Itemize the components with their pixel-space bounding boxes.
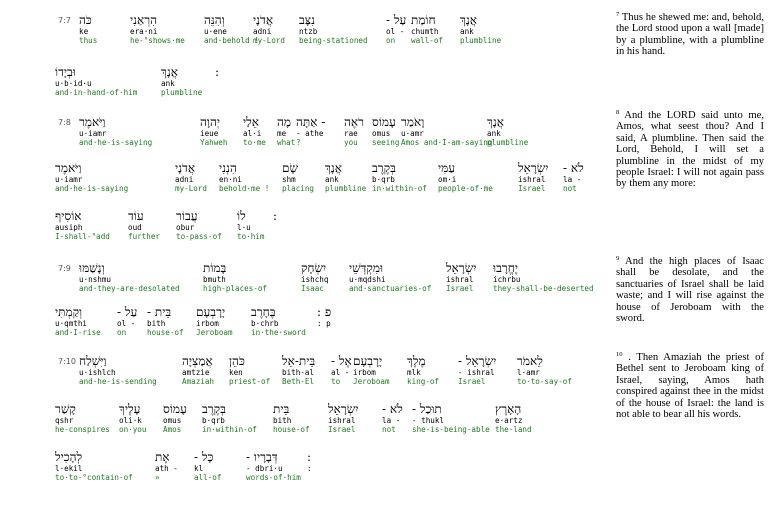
gloss: to·him xyxy=(237,232,265,241)
hebrew-word: : xyxy=(215,65,220,79)
verse-text: . Then Amaziah the priest of Bethel sent to Jeroboam king of Israel, saying, Amos hath conspired against thee in the midst of the house of Israel: the land is not able to bear all his words. xyxy=(616,352,764,421)
hebrew-word: דְּבָרָיו - xyxy=(246,450,278,464)
word-unit xyxy=(119,403,146,434)
gloss: and-in-hand-of·him xyxy=(55,88,138,97)
gloss: » xyxy=(155,473,160,482)
word-unit xyxy=(203,262,267,293)
transliteration: ken xyxy=(229,368,243,377)
hebrew-word: בָּמוֹת xyxy=(203,261,227,275)
gloss: words-of·him xyxy=(246,473,301,482)
transliteration: ishchq xyxy=(301,275,329,284)
gloss: placing xyxy=(282,184,315,193)
gloss: Amaziah xyxy=(182,377,215,386)
transliteration: - ishral xyxy=(458,368,495,377)
gloss: and·behold ! xyxy=(204,36,259,45)
transliteration: mlk xyxy=(407,368,421,377)
transliteration: shm xyxy=(282,175,296,184)
word-unit xyxy=(438,162,493,193)
transliteration: b·qrb xyxy=(202,416,225,425)
transliteration: ausiph xyxy=(55,223,83,232)
gloss: the·land xyxy=(495,425,532,434)
verse-number: 7:8 xyxy=(58,118,71,127)
word-unit xyxy=(401,116,492,147)
transliteration: en·ni xyxy=(219,175,242,184)
word-unit xyxy=(229,355,270,386)
transliteration: u·b·id·u xyxy=(55,79,92,88)
word-unit xyxy=(243,116,266,147)
transliteration: - athe xyxy=(296,129,324,138)
hebrew-word: לֹא - xyxy=(382,402,403,416)
hebrew-word: עוֹד xyxy=(128,209,144,223)
hebrew-word: אֲנָךְ xyxy=(325,161,342,175)
hebrew-word: אֶת xyxy=(155,450,170,464)
gloss: Beth-El xyxy=(282,377,315,386)
hebrew-word: וַיִּשְׁלַח xyxy=(79,354,107,368)
gloss: he-conspires xyxy=(55,425,110,434)
gloss: Jeroboam xyxy=(353,377,390,386)
hebrew-word: עֲבוֹר xyxy=(176,209,198,223)
transliteration: u·ishlch xyxy=(79,368,116,377)
hebrew-word: אֲנָךְ xyxy=(460,13,477,27)
gloss: all-of xyxy=(194,473,222,482)
word-unit xyxy=(372,162,427,193)
gloss: Amos and·I-am-saying xyxy=(401,138,493,147)
gloss: to-pass-of xyxy=(176,232,222,241)
word-unit xyxy=(176,210,222,241)
transliteration: b·qrb xyxy=(372,175,395,184)
hebrew-word: יִשְׂרָאֵל xyxy=(518,161,549,175)
gloss: Israel xyxy=(458,377,486,386)
hebrew-word: בְּקֶרֶב xyxy=(372,161,396,175)
verse-number: 7:7 xyxy=(58,16,71,25)
hebrew-word: לֹא - xyxy=(563,161,584,175)
gloss: house-of xyxy=(147,328,184,337)
hebrew-word: בֵּית - xyxy=(147,305,172,319)
word-unit xyxy=(407,355,439,386)
gloss: seeing xyxy=(372,138,400,147)
word-unit xyxy=(55,66,137,97)
verse-text: Thus he shewed me: and, behold, the Lord stood upon a wall [made] by a plumbline, with a plumbline in his hand. xyxy=(616,12,764,58)
gloss: Yahweh xyxy=(200,138,228,147)
gloss: they-shall-be-deserted xyxy=(493,284,594,293)
gloss: and·he-is-saying xyxy=(55,184,129,193)
word-unit xyxy=(196,306,233,337)
hebrew-word: עַל - xyxy=(386,13,407,27)
gloss: and·he-is-sending xyxy=(79,377,157,386)
hebrew-word: הִנְנִי xyxy=(219,161,237,175)
hebrew-word: עַמִּי xyxy=(438,161,456,175)
word-unit xyxy=(344,116,364,147)
hebrew-word: אֲנָךְ xyxy=(161,65,178,79)
word-unit xyxy=(411,14,443,45)
gloss: Israel xyxy=(518,184,546,193)
gloss: being-stationed xyxy=(299,36,368,45)
transliteration: adni xyxy=(253,27,272,36)
transliteration: ishral xyxy=(446,275,474,284)
transliteration: chumth xyxy=(411,27,439,36)
word-unit xyxy=(55,162,128,193)
gloss: my-Lord xyxy=(253,36,286,45)
hebrew-word: יֶחֱרָבוּ xyxy=(493,261,518,275)
hebrew-word: בְּקֶרֶב xyxy=(202,402,226,416)
transliteration: ath - xyxy=(155,464,178,473)
gloss: plumbline xyxy=(460,36,502,45)
gloss: people-of·me xyxy=(438,184,493,193)
transliteration: era·ni xyxy=(130,27,158,36)
hebrew-word: וַיֹּאמֶר xyxy=(55,161,82,175)
hebrew-word: עַל - xyxy=(117,305,138,319)
english-verse xyxy=(616,352,764,420)
word-unit xyxy=(79,14,97,45)
word-unit xyxy=(325,162,366,193)
transliteration: : xyxy=(307,464,312,473)
gloss: and·I-rise xyxy=(55,328,101,337)
transliteration: e·artz xyxy=(495,416,523,425)
transliteration: oli·k xyxy=(119,416,142,425)
transliteration: amtzie xyxy=(182,368,210,377)
gloss: to·to-°contain-of xyxy=(55,473,133,482)
hebrew-word: יָרָבְעָם xyxy=(353,354,383,368)
gloss: on xyxy=(386,36,396,45)
word-unit xyxy=(301,262,328,293)
hebrew-word: הָאָרֶץ xyxy=(495,402,522,416)
gloss: king-of xyxy=(407,377,440,386)
transliteration: om·i xyxy=(438,175,457,184)
gloss: ? xyxy=(296,138,301,147)
gloss: Israel xyxy=(328,425,356,434)
gloss: plumbline xyxy=(487,138,529,147)
transliteration: - dbri·u xyxy=(246,464,283,473)
transliteration: bmuth xyxy=(203,275,226,284)
hebrew-word: מָה xyxy=(277,115,292,129)
hebrew-word: : xyxy=(273,209,278,223)
word-unit xyxy=(349,262,431,293)
word-unit xyxy=(79,355,157,386)
transliteration: ank xyxy=(460,27,474,36)
transliteration: ank xyxy=(487,129,501,138)
word-unit xyxy=(382,403,403,434)
hebrew-word: בֶּחָרֶב xyxy=(251,305,276,319)
word-unit xyxy=(155,451,178,482)
word-unit xyxy=(328,403,358,434)
gloss: further xyxy=(128,232,161,241)
word-unit xyxy=(55,306,101,337)
word-unit xyxy=(200,116,227,147)
word-unit xyxy=(458,355,496,386)
transliteration: u·qmthi xyxy=(55,319,88,328)
hebrew-word: - אַתָּה xyxy=(296,115,326,129)
transliteration: l·ekil xyxy=(55,464,83,473)
word-unit xyxy=(55,403,110,434)
hebrew-word: עָמוֹס xyxy=(163,402,187,416)
word-unit xyxy=(372,116,399,147)
transliteration: ichrbu xyxy=(493,275,521,284)
word-unit xyxy=(251,306,306,337)
word-unit xyxy=(202,403,257,434)
word-unit xyxy=(55,210,110,241)
word-unit xyxy=(412,403,490,434)
word-unit xyxy=(299,14,368,45)
hebrew-word: : xyxy=(307,450,312,464)
transliteration: qshr xyxy=(55,416,74,425)
hebrew-word: בֵּית xyxy=(273,402,290,416)
hebrew-word: יִשְׂרָאֵל xyxy=(446,261,477,275)
word-unit xyxy=(460,14,501,45)
hebrew-word: חוֹמַת xyxy=(411,13,436,27)
hebrew-word: וְנָשַׁמּוּ xyxy=(79,261,105,275)
word-unit xyxy=(277,116,295,147)
hebrew-word: אֲדֹנָי xyxy=(253,13,274,27)
hebrew-word: יָרָבְעָם xyxy=(196,305,226,319)
transliteration: la - xyxy=(563,175,582,184)
word-unit xyxy=(487,116,528,147)
word-unit xyxy=(117,306,137,337)
transliteration: ishral xyxy=(328,416,356,425)
transliteration: l·amr xyxy=(517,368,540,377)
word-unit xyxy=(130,14,185,45)
transliteration: ke xyxy=(79,27,89,36)
word-unit xyxy=(215,66,219,79)
gloss: and·they-are-desolated xyxy=(79,284,180,293)
hebrew-word: אוֹסִיף xyxy=(55,209,82,223)
hebrew-word: כָּל - xyxy=(194,450,214,464)
word-unit xyxy=(563,162,584,193)
word-unit xyxy=(307,451,312,473)
gloss: house-of xyxy=(273,425,310,434)
transliteration: oud xyxy=(128,223,142,232)
gloss: and·he-is-saying xyxy=(79,138,153,147)
transliteration: bith-al xyxy=(282,368,315,377)
gloss: my-Lord xyxy=(175,184,208,193)
transliteration: - thukl xyxy=(412,416,445,425)
word-unit xyxy=(128,210,160,241)
verse-superscript: 8 xyxy=(616,109,620,116)
gloss: Amos xyxy=(163,425,182,434)
hebrew-word: וְקַמְתִּי xyxy=(55,305,83,319)
transliteration: irbom xyxy=(353,368,376,377)
gloss: to xyxy=(331,377,341,386)
gloss: and·sanctuaries-of xyxy=(349,284,432,293)
word-unit xyxy=(353,355,390,386)
word-unit xyxy=(163,403,187,434)
transliteration: rae xyxy=(344,129,358,138)
word-unit xyxy=(204,14,259,45)
hebrew-word: כֹּהֵן xyxy=(229,354,245,368)
word-unit xyxy=(331,355,352,386)
transliteration: omus xyxy=(163,416,182,425)
verse-number: 7:9 xyxy=(58,264,71,273)
gloss: he-°shows·me xyxy=(130,36,185,45)
hebrew-word: פ : xyxy=(317,305,332,319)
word-unit xyxy=(161,66,202,97)
transliteration: ishral xyxy=(518,175,546,184)
gloss: what xyxy=(277,138,296,147)
transliteration: irbom xyxy=(196,319,219,328)
word-unit xyxy=(273,210,277,223)
transliteration: obur xyxy=(176,223,195,232)
word-unit xyxy=(79,116,152,147)
transliteration: : p xyxy=(317,319,331,328)
transliteration: u·iamr xyxy=(55,175,83,184)
word-unit xyxy=(296,116,325,147)
word-unit xyxy=(237,210,264,241)
word-unit xyxy=(495,403,532,434)
transliteration: ntzb xyxy=(299,27,318,36)
verse-text: And the high places of Isaac shall be desolate, and the sanctuaries of Israel shall be laid waste; and I will rise against the house of Jeroboam with the sword. xyxy=(616,256,764,325)
english-verse xyxy=(616,12,764,58)
gloss: she-is-being-able xyxy=(412,425,490,434)
word-unit xyxy=(194,451,221,482)
hebrew-word: וַיֹּאמֶר xyxy=(79,115,106,129)
gloss: not xyxy=(563,184,577,193)
hebrew-word: עָלֶיךָ xyxy=(119,402,141,416)
hebrew-word: יְהוָה xyxy=(200,115,221,129)
transliteration: l·u xyxy=(237,223,251,232)
transliteration: ieue xyxy=(200,129,219,138)
hebrew-word: כֹּה xyxy=(79,13,92,27)
gloss: I-shall-°add xyxy=(55,232,110,241)
hebrew-word: אֲמַצְיָה xyxy=(182,354,213,368)
transliteration: ank xyxy=(325,175,339,184)
word-unit xyxy=(246,451,301,482)
verse-superscript: 9 xyxy=(616,255,620,262)
gloss: behold·me ! xyxy=(219,184,270,193)
gloss: you xyxy=(344,138,358,147)
word-unit xyxy=(282,162,314,193)
transliteration: adni xyxy=(175,175,194,184)
hebrew-word: לוֹ xyxy=(237,209,246,223)
transliteration: bith xyxy=(147,319,166,328)
word-unit xyxy=(317,306,331,328)
word-unit xyxy=(273,403,310,434)
gloss: thus xyxy=(79,36,98,45)
hebrew-word: יִשְׂרָאֵל - xyxy=(458,354,497,368)
gloss: in·within-of xyxy=(202,425,257,434)
hebrew-word: יִשְׂרָאֵל xyxy=(328,402,359,416)
transliteration: u·amr xyxy=(401,129,424,138)
transliteration: u·mqdshi xyxy=(349,275,386,284)
hebrew-word: מֶלֶךְ xyxy=(407,354,426,368)
verse-superscript: 7 xyxy=(616,11,620,18)
hebrew-word: תוּכַל - xyxy=(412,402,442,416)
hebrew-word: נִצָּב xyxy=(299,13,315,27)
gloss: Israel xyxy=(446,284,474,293)
word-unit xyxy=(147,306,184,337)
gloss: on·you xyxy=(119,425,147,434)
gloss: plumbline xyxy=(325,184,367,193)
gloss: high-places-of xyxy=(203,284,268,293)
word-unit xyxy=(182,355,214,386)
hebrew-word: וּבְיָדוֹ xyxy=(55,65,76,79)
hebrew-word: קָשַׁר xyxy=(55,402,76,416)
gloss: not xyxy=(382,425,396,434)
transliteration: la - xyxy=(382,416,401,425)
transliteration: al·i xyxy=(243,129,262,138)
transliteration: me xyxy=(277,129,287,138)
word-unit xyxy=(446,262,476,293)
gloss: priest-of xyxy=(229,377,271,386)
word-unit xyxy=(55,451,133,482)
transliteration: ol - xyxy=(117,319,136,328)
transliteration: kl xyxy=(194,464,204,473)
transliteration: bith xyxy=(273,416,292,425)
word-unit xyxy=(517,355,572,386)
hebrew-word: לְהָכִיל xyxy=(55,450,83,464)
word-unit xyxy=(282,355,315,386)
hebrew-word: וּמִקְדְּשֵׁי xyxy=(349,261,384,275)
transliteration: ank xyxy=(161,79,175,88)
hebrew-word: לֵאמֹר xyxy=(517,354,543,368)
word-unit xyxy=(79,262,180,293)
hebrew-word: אֵלַי xyxy=(243,115,259,129)
hebrew-word: וְהִנֵּה xyxy=(204,13,225,27)
verse-text: And the LORD said unto me, Amos, what seest thou? And I said, A plumbline. Then said the Lord, Behold, I will set a plumbline in the midst of my people Israel: I will not again pass by them any more: xyxy=(616,110,764,190)
transliteration: u·nshmu xyxy=(79,275,112,284)
english-verse xyxy=(616,110,764,190)
hebrew-word: הִרְאַנִי xyxy=(130,13,158,27)
word-unit xyxy=(219,162,269,193)
gloss: Isaac xyxy=(301,284,324,293)
hebrew-word: בֵּית-אֵל xyxy=(282,354,316,368)
hebrew-word: אֲדֹנָי xyxy=(175,161,196,175)
transliteration: omus xyxy=(372,129,391,138)
hebrew-word: וָאֹמַר xyxy=(401,115,425,129)
transliteration: u·ene xyxy=(204,27,227,36)
word-unit xyxy=(386,14,406,45)
gloss: in·within-of xyxy=(372,184,427,193)
gloss: plumbline xyxy=(161,88,203,97)
english-verse xyxy=(616,256,764,324)
transliteration: al - xyxy=(331,368,350,377)
verse-superscript: 10 xyxy=(616,351,623,358)
word-unit xyxy=(253,14,285,45)
hebrew-word: עָמוֹס xyxy=(372,115,396,129)
hebrew-word: יִשְׂחָק xyxy=(301,261,327,275)
word-unit xyxy=(175,162,207,193)
hebrew-word: שָׂם xyxy=(282,161,298,175)
word-unit xyxy=(518,162,548,193)
gloss: wall-of xyxy=(411,36,444,45)
transliteration: ol - xyxy=(386,27,405,36)
hebrew-word: רֹאֶה xyxy=(344,115,364,129)
gloss: on xyxy=(117,328,127,337)
hebrew-word: אֲנָךְ xyxy=(487,115,504,129)
hebrew-word: אֶל - xyxy=(331,354,352,368)
word-unit xyxy=(493,262,594,293)
transliteration: b·chrb xyxy=(251,319,279,328)
gloss: to·to-say-of xyxy=(517,377,572,386)
gloss: in·the·sword xyxy=(251,328,306,337)
gloss: to·me xyxy=(243,138,266,147)
gloss: Jeroboam xyxy=(196,328,233,337)
verse-number: 7:10 xyxy=(58,357,76,366)
transliteration: u·iamr xyxy=(79,129,107,138)
